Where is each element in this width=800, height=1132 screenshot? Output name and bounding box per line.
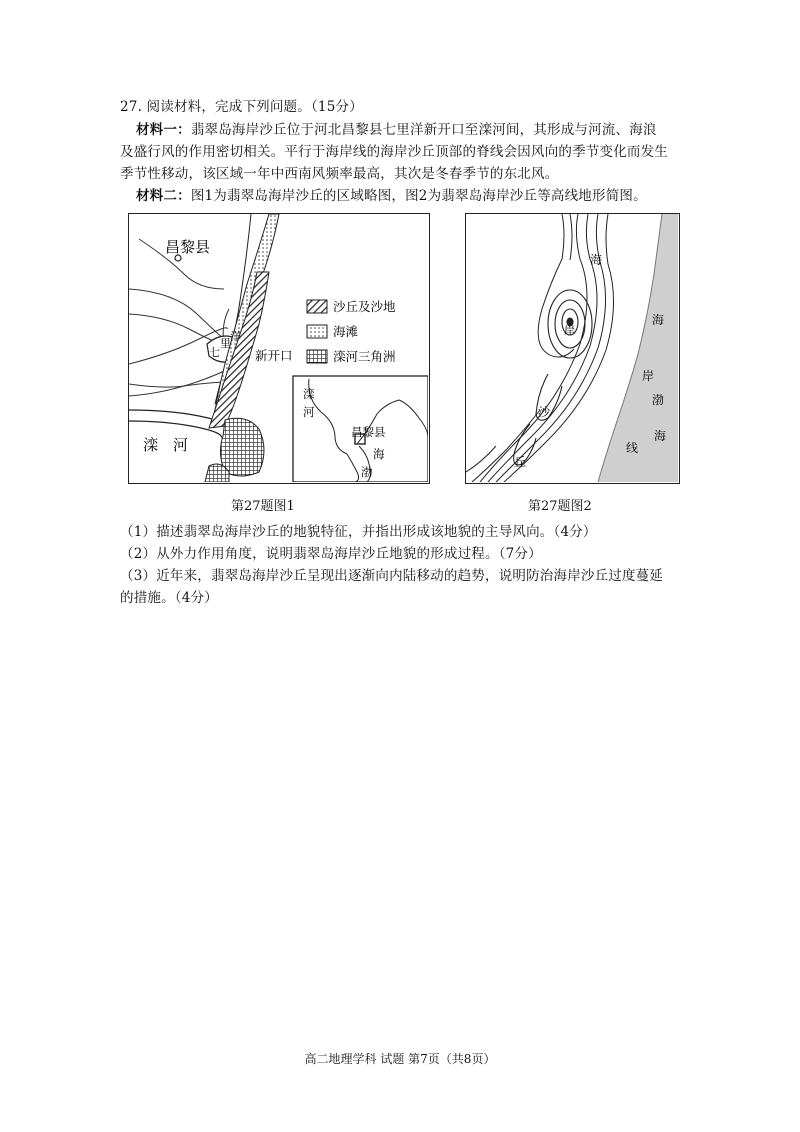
material-2-line — [136, 186, 647, 206]
fig2-sea-char-4: 海 — [654, 429, 667, 443]
sub-question-3-line-1: （3）近年来，翡翠岛海岸沙丘呈现出逐渐向内陆移动的趋势，说明防治海岸沙丘过度蔓延 — [120, 568, 664, 584]
material-1-label: 材料一： — [136, 122, 191, 138]
inset-river-char-1: 滦 — [303, 387, 315, 401]
inset-sea-char-2: 渤 — [361, 465, 373, 479]
material-1-text-1: 翡翠岛海岸沙丘位于河北昌黎县七里洋新开口至滦河间，其形成与河流、海浪 — [190, 122, 657, 138]
inset-river-char-2: 河 — [303, 405, 315, 419]
legend-label-delta: 滦河三角洲 — [333, 349, 396, 364]
figure-2-caption: 第27题图2 — [528, 499, 592, 514]
fig2-dune-char-2: 岸 — [564, 324, 575, 337]
fig2-dune-char-4: 丘 — [514, 455, 527, 469]
legend — [307, 299, 396, 364]
material-1-line-2: 及盛行风的作用密切相关。平行于海岸线的海岸沙丘顶部的脊线会因风向的季节变化而发生 — [120, 144, 668, 160]
legend-swatch-beach — [307, 325, 327, 338]
qili-char-2: 里 — [220, 337, 231, 350]
inset-county-label: 昌黎县 — [351, 425, 386, 439]
material-2-label: 材料二： — [136, 188, 191, 204]
qili-char-3: 洋 — [230, 330, 241, 343]
legend-swatch-delta — [307, 350, 327, 363]
figure-1-svg — [129, 214, 428, 482]
legend-swatch-dune — [307, 300, 327, 313]
material-1-line-3: 季节性移动，该区域一年中西南风频率最高，其次是冬春季节的东北风。 — [120, 166, 559, 182]
legend-label-beach: 海滩 — [333, 324, 359, 339]
fig2-sea-char-1: 海 — [652, 313, 665, 327]
question-header: 27. 阅读材料，完成下列问题。（15分） — [120, 99, 363, 115]
legend-label-dune: 沙丘及沙地 — [333, 299, 396, 314]
fig2-dune-char-1: 海 — [590, 253, 603, 267]
fig2-shore-char: 线 — [626, 441, 639, 455]
fig2-dune-char-3: 沙 — [538, 405, 551, 419]
sub-question-3-line-2: 的措施。（4分） — [120, 590, 218, 606]
figure-2-map — [465, 213, 680, 484]
inset-map — [293, 376, 428, 482]
material-1-line-1 — [136, 120, 657, 140]
page-footer: 高二地理学科 试题 第7页（共8页） — [304, 1052, 496, 1066]
material-2-text: 图1为翡翠岛海岸沙丘的区域略图，图2为翡翠岛海岸沙丘等高线地形简图。 — [190, 188, 647, 204]
sub-question-2: （2）从外力作用角度，说明翡翠岛海岸沙丘地貌的形成过程。（7分） — [120, 546, 542, 562]
luanhe-label: 滦 河 — [143, 436, 189, 454]
fig2-sea-char-3: 渤 — [652, 393, 665, 407]
figure-1-map — [128, 213, 430, 484]
sub-question-1: （1）描述翡翠岛海岸沙丘的地貌特征，并指出形成该地貌的主导风向。（4分） — [120, 524, 597, 540]
qili-char-1: 七 — [209, 346, 220, 359]
figure-1-caption: 第27题图1 — [231, 499, 295, 514]
fig2-sea-char-2: 岸 — [642, 369, 655, 383]
xinkaikou-label: 新开口 — [255, 348, 293, 363]
county-label: 昌黎县 — [165, 238, 211, 256]
figure-2-svg — [466, 214, 678, 482]
inset-sea-char-1: 海 — [373, 447, 385, 461]
